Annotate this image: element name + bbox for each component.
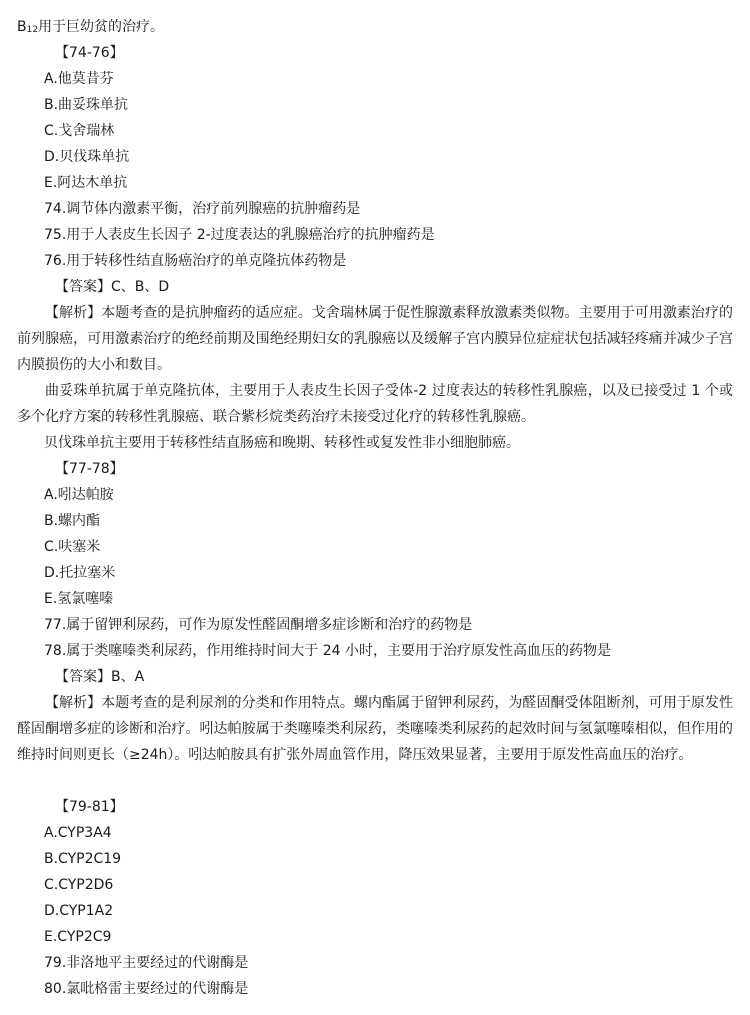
option-b: B.曲妥珠单抗 — [44, 97, 129, 113]
question-80: 80.氯吡格雷主要经过的代谢酶是 — [44, 981, 249, 997]
option-b: B.螺内酯 — [44, 513, 101, 529]
option-e: E.氢氯噻嗪 — [44, 591, 114, 607]
option-a: A.CYP3A4 — [44, 825, 112, 841]
answer-74-76: 【答案】C、B、D — [55, 279, 170, 295]
option-a: A.他莫昔芬 — [44, 71, 114, 87]
group-header-79-81: 【79-81】 — [55, 799, 124, 815]
option-b: B.CYP2C19 — [44, 851, 122, 867]
intro-subscript: 12 — [26, 25, 39, 35]
analysis-74-76: 【解析】本题考查的是抗肿瘤药的适应症。戈舍瑞林属于促性腺激素释放激素类似物。主要用于可用激素治疗的前列腺癌，可用激素治疗的绝经前期及围绝经期妇女的乳腺癌以及缓解子宫内膜异位症症状包括减轻疼痛并减少子宫内膜损伤的大小和数目。 — [17, 305, 733, 373]
intro-suffix: 用于巨幼贫的治疗。 — [38, 19, 165, 35]
question-74: 74.调节体内激素平衡，治疗前列腺癌的抗肿瘤药是 — [44, 201, 361, 217]
option-d: D.托拉塞米 — [44, 565, 116, 581]
question-78: 78.属于类噻嗪类利尿药，作用维持时间大于 24 小时，主要用于治疗原发性高血压的药物是 — [44, 643, 611, 659]
option-c: C.CYP2D6 — [44, 877, 114, 893]
option-c: C.戈舍瑞林 — [44, 123, 115, 139]
option-e: E.阿达木单抗 — [44, 175, 128, 191]
answer-77-78: 【答案】B、A — [55, 669, 145, 685]
option-a: A.吲达帕胺 — [44, 487, 114, 503]
option-e: E.CYP2C9 — [44, 929, 112, 945]
group-header-74-76: 【74-76】 — [55, 45, 124, 61]
intro-line — [17, 17, 750, 37]
question-77: 77.属于留钾利尿药，可作为原发性醛固酮增多症诊断和治疗的药物是 — [44, 617, 473, 633]
analysis-77-78: 【解析】本题考查的是利尿剂的分类和作用特点。螺内酯属于留钾利尿药，为醛固酮受体阻断剂，可用于原发性醛固酮增多症的诊断和治疗。吲达帕胺属于类噻嗪类利尿药，类噻嗪类利尿药的起效时间与氢氯噻嗪相似，但作用的维持时间则更长（≥24h）。吲达帕胺具有扩张外周血管作用，降压效果显著，主要用于原发性高血压的治疗。 — [17, 695, 733, 763]
question-75: 75.用于人表皮生长因子 2-过度表达的乳腺癌治疗的抗肿瘤药是 — [44, 227, 435, 243]
option-d: D.CYP1A2 — [44, 903, 114, 919]
analysis-74-76-para2: 曲妥珠单抗属于单克隆抗体，主要用于人表皮生长因子受体-2 过度表达的转移性乳腺癌，以及已接受过 1 个或多个化疗方案的转移性乳腺癌、联合紫杉烷类药治疗未接受过化疗的转移性乳腺癌。 — [17, 383, 733, 425]
analysis-74-76-para3: 贝伐珠单抗主要用于转移性结直肠癌和晚期、转移性或复发性非小细胞肺癌。 — [44, 435, 520, 451]
option-d: D.贝伐珠单抗 — [44, 149, 130, 165]
question-76: 76.用于转移性结直肠癌治疗的单克隆抗体药物是 — [44, 253, 347, 269]
group-header-77-78: 【77-78】 — [55, 461, 124, 477]
option-c: C.呋塞米 — [44, 539, 101, 555]
intro-prefix: B — [17, 19, 27, 35]
question-79: 79.非洛地平主要经过的代谢酶是 — [44, 955, 249, 971]
